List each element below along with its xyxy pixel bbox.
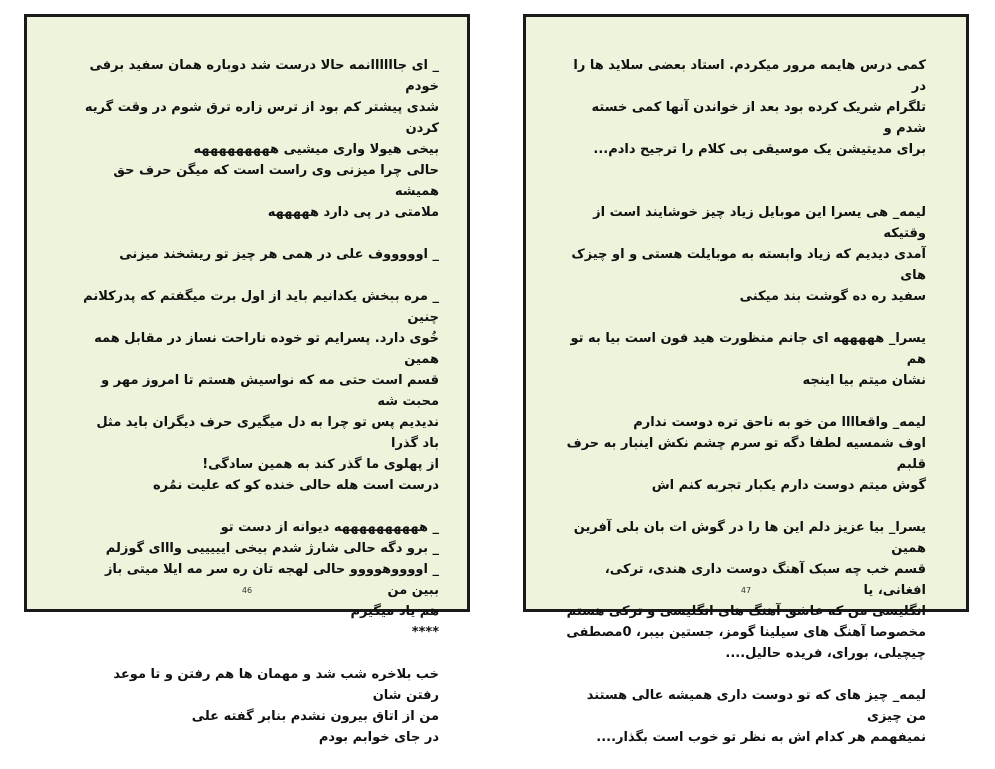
text-line: نشان میتم بیا اینجه — [802, 373, 926, 388]
text-line: من از اتاق بیرون نشدم بنابر گفته علی — [191, 709, 439, 724]
paragraph — [566, 55, 926, 160]
text-line: ندیدیم پس تو چرا به دل میگیری حرف دیگران باید مثل باد گذرا — [96, 415, 439, 451]
left-page — [24, 14, 470, 745]
text-line: انگلیسی من که عاشق آهنگ های انگلیسی و ترکی هستم — [566, 604, 926, 619]
paragraph — [566, 202, 926, 307]
text-line: هم یاد میگیرم — [350, 604, 439, 619]
text-line: _ برو دگه حالی شارژ شدم بیخی ایییییی وااای گوزلم — [105, 541, 439, 556]
text-line: سفید ره ده گوشت بند میکنی — [739, 289, 926, 304]
text-line: درست است هله حالی خنده کو که علیت نمُره — [152, 478, 439, 493]
right-page-body — [566, 55, 926, 769]
text-line: یسرا_ هههههه ای جانم منظورت هید فون است بیا به تو هم — [570, 331, 926, 367]
text-line: نمیفهمم هر کدام اش به نظر تو خوب است بگذار.... — [596, 730, 926, 745]
text-line: در جای خوابم بودم — [318, 730, 439, 745]
text-line: مخصوصا آهنگ های سیلینا گومز، جستین بیبر، 0مصطفی — [566, 625, 926, 640]
text-line: لیمه_ هی یسرا این موبایل زیاد چیز خوشایند است از وقتیکه — [593, 205, 926, 241]
paragraph — [566, 412, 926, 496]
text-line: ملامتی در پی دارد هههههه — [267, 205, 439, 220]
text-line: بیخی هیولا واری میشیی هههههههههه — [193, 142, 439, 157]
text-line: یسرا_ بیا عزیز دلم این ها را در گوش ات بان بلی آفرین همین — [573, 520, 926, 556]
paragraph — [83, 286, 439, 496]
text-line: تلگرام شریک کرده بود بعد از خواندن آنها کمی خسته شدم و — [591, 100, 926, 136]
text-line: لیمه_ چیز های که تو دوست داری همیشه عالی هستند من چیزی — [586, 688, 926, 724]
right-page — [523, 14, 969, 745]
left-page-body — [83, 55, 439, 769]
paragraph — [83, 244, 439, 265]
paragraph — [83, 55, 439, 223]
paragraph — [566, 328, 926, 391]
text-line: از پهلوی ما گذر کند به همین سادگی! — [202, 457, 439, 472]
text-line: لیمه_ واقعاااا من خو به ناحق تره دوست ندارم — [633, 415, 926, 430]
text-line: قسم خب چه سبک آهنگ دوست داری هندی، ترکی، افغانی، یا — [604, 562, 926, 598]
text-line: **** — [411, 625, 439, 640]
text-line: _ اووووهوووو حالی لهجه تان ره سر مه ایلا میتی باز ببین من — [104, 562, 439, 598]
paragraph — [83, 664, 439, 748]
text-line: آمدی دیدیم که زیاد وابسته به موبایلت هستی و او چیزک های — [571, 247, 926, 283]
text-line: _ اوووووف علی در همی هر چیز تو ریشخند میزنی — [119, 247, 439, 262]
text-line: برای مدیتیشن یک موسیقی بی کلام را ترجیح دادم... — [593, 142, 926, 157]
page-number: 47 — [740, 586, 752, 595]
text-line: شدی پیشتر کم بود از ترس زاره ترق شوم در وقت گریه کردن — [84, 100, 439, 136]
text-line: _ مره ببخش یکدانیم باید از اول برت میگفتم که پدرکلانم چنین — [83, 289, 439, 325]
text-line: خُوی دارد. پسرایم تو خوده ناراحت نساز در مقابل همه همین — [94, 331, 439, 367]
page-number: 46 — [241, 586, 253, 595]
text-line: قسم است حتی مه که نواسیش هستم تا امروز مهر و محبت شه — [101, 373, 439, 409]
text-line: چیچیلی، بورای، فریده حالیل.... — [725, 646, 926, 661]
text-line: گوش میتم دوست دارم یکبار تجربه کنم اش — [651, 478, 926, 493]
text-line: _ ای جاااااانمه حالا درست شد دوباره همان سفید برفی خودم — [89, 58, 439, 94]
text-line: حالی چرا میزنی وی راست است که میگن حرف حق همیشه — [113, 163, 439, 199]
paragraph — [83, 517, 439, 643]
text-line: اوف شمسیه لطفا دگه تو سرم چشم نکش اینبار به حرف قلبم — [566, 436, 926, 472]
paragraph — [566, 685, 926, 748]
text-line: خب بلاخره شب شد و مهمان ها هم رفتن و تا موعد رفتن شان — [113, 667, 439, 703]
text-line: کمی درس هایمه مرور میکردم. استاد بعضی سلاید ها را در — [573, 58, 926, 94]
text-line: _ ههههههههههه دیوانه از دست تو — [220, 520, 439, 535]
